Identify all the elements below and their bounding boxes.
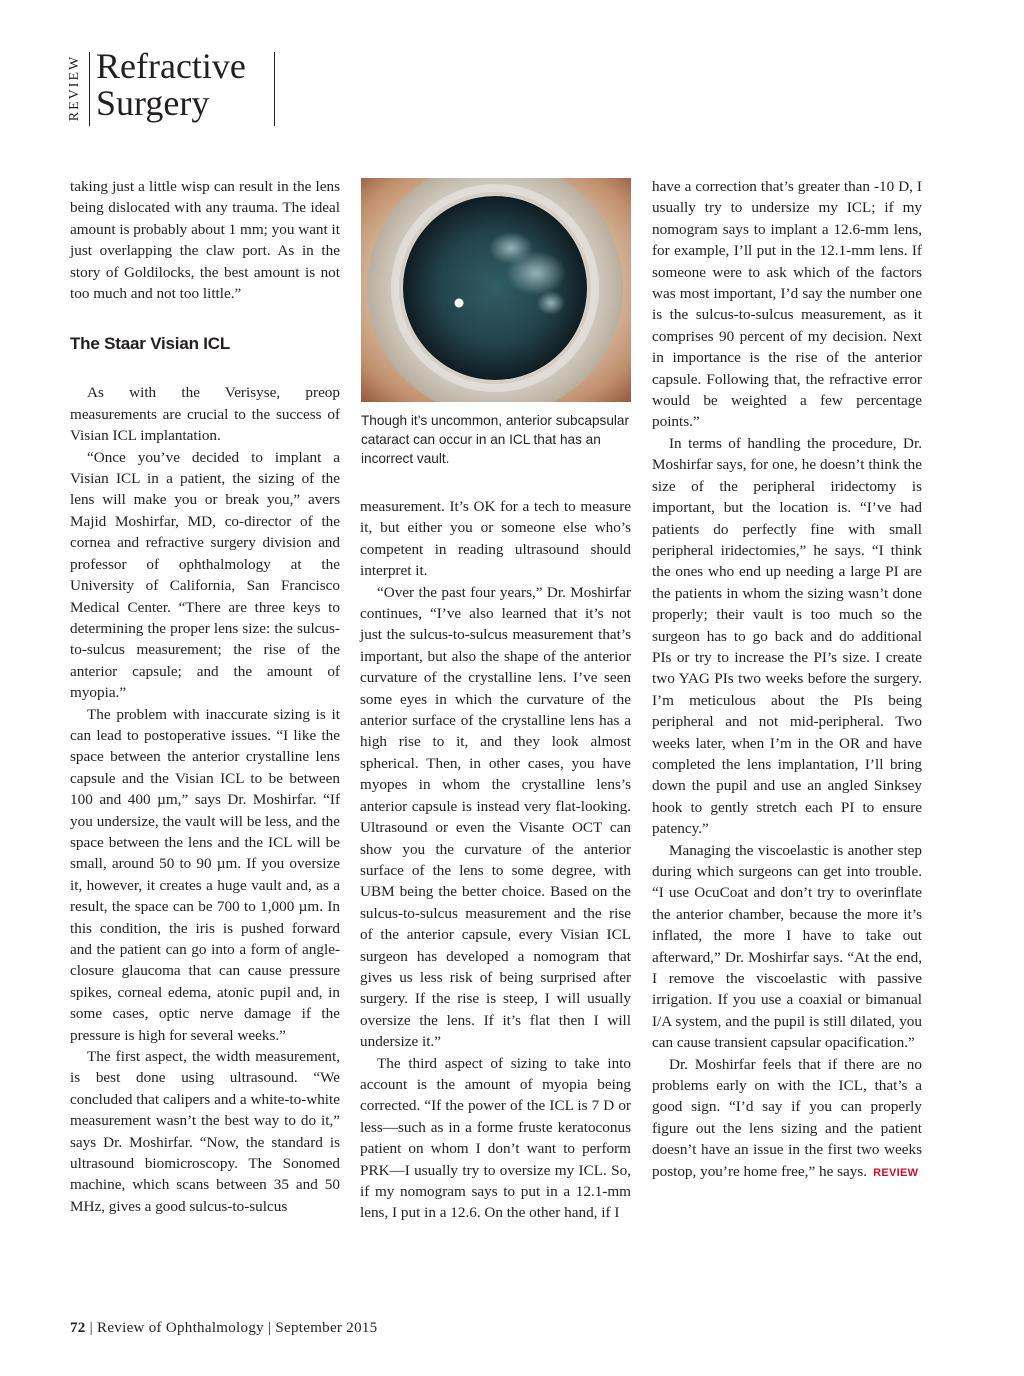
footer-separator: | — [268, 1320, 272, 1336]
figure-caption: Though it’s uncommon, anterior subcapsular cataract can occur in an ICL that has an incorrect vault. — [361, 413, 629, 466]
header-divider-right — [274, 52, 275, 126]
paragraph: “Once you’ve decided to implant a Visian ICL in a patient, the sizing of the lens will make you or break you,” avers Majid Moshirfar, MD, co-director of the cornea and refractive surgery division and professor of ophthalmology at the University of California, San Francisco Medical Center. “There are three keys to determining the proper lens size: the sulcus-to-sulcus measurement; the rise of the anterior capsule; and the amount of myopia.” — [70, 448, 340, 702]
section-title: Refractive Surgery — [96, 46, 246, 123]
article-column-1 — [70, 176, 340, 1217]
paragraph: The problem with inaccurate sizing is it can lead to postoperative issues. “I like the space between the anterior crystalline lens capsule and the Visian ICL to be between 100 and 400 µm,” says Dr. Moshirfar. “If you undersize, the vault will be less, and the space between the lens and the ICL will be small, around 50 to 90 µm. If you oversize it, however, it creates a huge vault and, as a result, the space can be 700 to 1,000 µm. In this condition, the iris is pushed forward and the patient can go into a form of angle-closure glaucoma that can cause pressure spikes, corneal edema, atonic pupil and, in some cases, optic nerve damage if the pressure is high for several weeks.” — [70, 705, 340, 1044]
footer-separator: | — [89, 1320, 93, 1336]
paragraph: measurement. It’s OK for a tech to measure it, but either you or someone else who’s competent in reading ultrasound should interpret it. — [360, 498, 631, 580]
end-of-article-mark: REVIEW — [873, 1166, 919, 1179]
article-column-2 — [360, 496, 631, 1224]
header-divider-left — [89, 52, 90, 126]
paragraph: The third aspect of sizing to take into account is the amount of myopia being corrected. “If the power of the ICL is 7 D or less—such as in a forme fruste keratoconus patient on whom I don’t want to perform PRK—I usually try to oversize my ICL. So, if my nomogram says to put in a 12.1-mm lens, I put in a 12.6. On the other hand, if I — [360, 1054, 631, 1222]
page-footer — [70, 1320, 377, 1337]
section-subhead: The Staar Visian ICL — [70, 334, 231, 354]
section-tag-label: REVIEW — [67, 54, 82, 122]
paragraph: Managing the viscoelastic is another step during which surgeons can get into trouble. “I use OcuCoat and don’t try to overinflate the anterior chamber, because the more it’s inflated, the more I have to take out afterward,” Dr. Moshirfar says. “At the end, I remove the viscoelastic with passive irrigation. If you use a coaxial or bimanual I/A system, and the pupil is still dilated, you can cause transient capsular opacification.” — [652, 841, 922, 1052]
pupil — [403, 196, 587, 380]
light-reflex — [455, 299, 464, 308]
issue-date: September 2015 — [275, 1320, 378, 1336]
eye-photo — [361, 178, 631, 402]
paragraph: The first aspect, the width measurement, is best done using ultrasound. “We concluded that calipers and a white-to-white measurement wasn’t the best way to do it,” says Dr. Moshirfar. “Now, the standard is ultrasound biomicroscopy. The Sonomed machine, which scans between 35 and 50 MHz, gives a good sulcus-to-sulcus — [70, 1048, 340, 1215]
paragraph: taking just a little wisp can result in the lens being dislocated with any trauma. The ideal amount is probably about 1 mm; you want it just overlapping the claw port. As in the story of Goldilocks, the best amount is not too much and not too little.” — [70, 178, 340, 303]
section-tag-vertical — [64, 50, 86, 126]
paragraph: As with the Verisyse, preop measurements are crucial to the success of Visian ICL implantation. — [70, 384, 340, 445]
paragraph — [652, 1054, 922, 1184]
article-column-3 — [652, 176, 922, 1184]
paragraph: In terms of handling the procedure, Dr. Moshirfar says, for one, he doesn’t think the size of the peripheral iridectomy is important, but the location is. “I’ve had patients do perfectly fine with small peripheral iridectomies,” he says. “I think the ones who end up needing a large PI are the patients in whom the sizing wasn’t done properly; their vault is too much so the surgeon has to go back and do additional PIs or try to increase the PI’s size. I create two YAG PIs two weeks before the surgery. I’m meticulous about the PIs being peripheral and not mid-peripheral. Two weeks later, when I’m in the OR and have completed the lens implantation, I’ll bring down the pupil and use an angled Sinksey hook to gently stretch each PI to ensure patency.” — [652, 434, 922, 838]
paragraph: “Over the past four years,” Dr. Moshirfar continues, “I’ve also learned that it’s not just the sulcus-to-sulcus measurement that’s important, but also the shape of the anterior curvature of the crystalline lens. I’ve seen some eyes in which the curvature of the anterior surface of the crystalline lens has a high rise to it, and they look almost spherical. Then, in other cases, you have myopes in whom the crystalline lens’s anterior capsule is instead very flat-looking. Ultrasound or even the Visante OCT can show you the curvature of the anterior surface of the lens to some degree, with UBM being the better choice. Based on the sulcus-to-sulcus measurement and the rise of the anterior capsule, every Visian ICL surgeon has developed a nomogram that gives us less risk of being surprised after surgery. If the rise is steep, I will usually oversize the lens. If it’s flat then I will undersize it.” — [360, 583, 631, 1051]
paragraph: have a correction that’s greater than -10 D, I usually try to undersize my ICL; if my nomogram says to implant a 12.6-mm lens, for example, I’ll put in the 12.1-mm lens. If someone were to ask which of the factors was most important, I’d say the number one is the sulcus-to-sulcus measurement, as it comprises 90 percent of my decision. Next in importance is the rise of the anterior capsule. Following that, the refractive error would be weighted a few percentage points.” — [652, 178, 922, 431]
cataract-opacity — [537, 291, 565, 315]
publication-name: Review of Ophthalmology — [97, 1320, 264, 1336]
paragraph-text: Dr. Moshirfar feels that if there are no problems early on with the ICL, that’s a good sign. “I’d say if you can properly figure out the lens sizing and the patient doesn’t have an issue in the first two weeks postop, you’re home free,” he says. — [652, 1055, 922, 1180]
cataract-opacity — [489, 232, 533, 264]
page-number: 72 — [70, 1320, 86, 1336]
eye-photo-figure — [361, 178, 631, 402]
